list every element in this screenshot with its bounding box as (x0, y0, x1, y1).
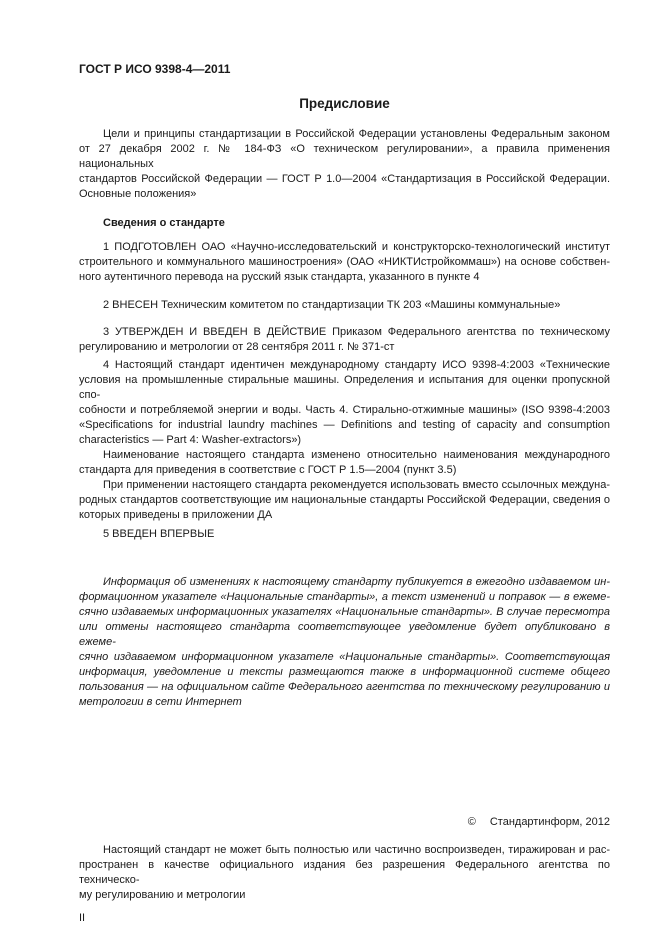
text-line: метрологии в сети Интернет (79, 696, 242, 708)
text-line: characteristics — Part 4: Washer-extractors») (79, 434, 302, 446)
amendments-note (79, 575, 610, 710)
text-line: 5 ВВЕДЕН ВПЕРВЫЕ (103, 528, 215, 540)
text-line: собности и потребляемой энергии и воды. Часть 4. Стирально-отжимные машины» (ISO 9398-4:2003 (79, 404, 610, 416)
text-line: сячно издаваемом информационном указателе «Национальные стандарты». Соответствующая (79, 651, 610, 663)
standard-info-heading: Сведения о стандарте (103, 217, 225, 229)
clause-4-identical-standard (79, 358, 610, 448)
clause-4-references-note (79, 478, 610, 523)
clause-1-prepared-by (79, 240, 610, 285)
text-line: стандарта для приведения в соответствие с ГОСТ Р 1.5—2004 (пункт 3.5) (79, 464, 457, 476)
text-line: 3 УТВЕРЖДЕН И ВВЕДЕН В ДЕЙСТВИЕ Приказом Федерального агентства по техническому (103, 326, 610, 338)
text-line: 4 Настоящий стандарт идентичен международному стандарту ИСО 9398-4:2003 «Технические (103, 359, 610, 371)
clause-2-submitted-by (79, 298, 610, 313)
text-line: 2 ВНЕСЕН Техническим комитетом по стандартизации ТК 203 «Машины коммунальные» (103, 299, 561, 311)
copyright-line (79, 815, 610, 830)
text-line: Наименование настоящего стандарта изменено относительно наименования международного (103, 449, 610, 461)
text-line: «Specifications for industrial laundry machines — Definitions and testing of capacity and consumption (79, 419, 610, 431)
page-number: II (79, 912, 86, 924)
text-line: Цели и принципы стандартизации в Российской Федерации установлены Федеральным законом (103, 128, 610, 140)
text-line: стандартов Российской Федерации — ГОСТ Р 1.0—2004 «Стандартизация в Российской Федерации. (79, 173, 610, 185)
intro-paragraph (79, 127, 610, 202)
clause-4-name-change-note (79, 448, 610, 478)
running-header: ГОСТ Р ИСО 9398-4—2011 (79, 62, 231, 76)
text-line: формационном указателе «Национальные стандарты», а текст изменений и поправок — в ежеме- (79, 591, 610, 603)
text-line: условия на промышленные стиральные машины. Определения и испытания для оценки пропускной спо- (79, 374, 610, 401)
text-line: регулированию и метрологии от 28 сентября 2011 г. № 371-ст (79, 341, 395, 353)
text-line: му регулированию и метрологии (79, 889, 246, 901)
text-line: от 27 декабря 2002 г. № 184-ФЗ «О техническом регулировании», а правила применения национальных (79, 143, 610, 170)
clause-3-approved (79, 325, 610, 355)
text-line: пространен в качестве официального издания без разрешения Федерального агентства по техническо- (79, 859, 610, 886)
text-line: Информация об изменениях к настоящему стандарту публикуется в ежегодно издаваемом ин- (103, 576, 610, 588)
page-title: Предисловие (299, 96, 390, 111)
text-line: 1 ПОДГОТОВЛЕН ОАО «Научно-исследовательский и конструкторско-технологический институт (103, 241, 610, 253)
text-line: Основные положения» (79, 188, 197, 200)
text-line: или отмены настоящего стандарта соответствующее уведомление будет опубликовано в ежеме- (79, 621, 610, 648)
text-line: информация, уведомление и тексты размещаются также в информационной системе общего (79, 666, 610, 678)
text-line: пользования — на официальном сайте Федерального агентства по техническому регулированию и (79, 681, 610, 693)
reproduction-notice (79, 843, 610, 903)
copyright-holder: Стандартинформ, 2012 (489, 816, 610, 828)
copyright-icon: © (467, 816, 476, 828)
text-line: сячно издаваемых информационных указателях «Национальные стандарты». В случае пересмотра (79, 606, 610, 618)
text-line: которых приведены в приложении ДА (79, 509, 273, 521)
text-line: ного аутентичного перевода на русский язык стандарта, указанного в пункте 4 (79, 271, 480, 283)
clause-5-first-edition (79, 527, 610, 542)
text-line: родных стандартов соответствующие им национальные стандарты Российской Федерации, сведения о (79, 494, 610, 506)
text-line: При применении настоящего стандарта рекомендуется использовать вместо ссылочных междуна- (103, 479, 610, 491)
text-line: Настоящий стандарт не может быть полностью или частично воспроизведен, тиражирован и рас- (103, 844, 610, 856)
text-line: строительного и коммунального машиностроения» (ОАО «НИКТИстройкоммаш») на основе собствен- (79, 256, 610, 268)
